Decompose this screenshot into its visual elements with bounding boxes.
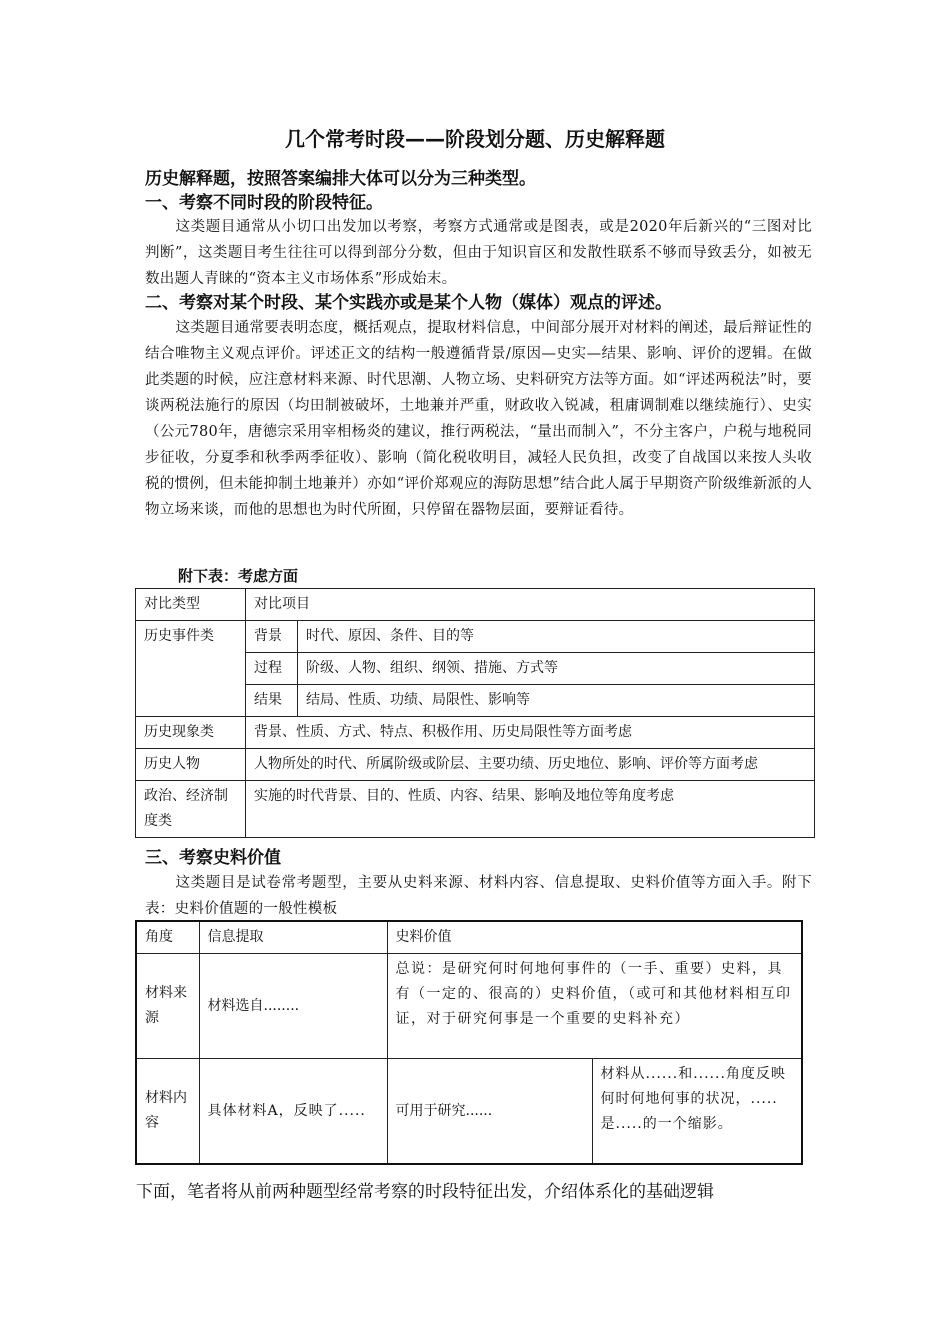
table-cell: 实施的时代背景、目的、性质、内容、结果、影响及地位等角度考虑 [246, 781, 815, 838]
table-row [136, 621, 815, 653]
source-value-table [135, 920, 803, 1165]
table-cell: 材料选自........ [199, 954, 387, 1059]
table-cell: 背景、性质、方式、特点、积极作用、历史局限性等方面考虑 [246, 717, 815, 749]
table-cell: 材料从......和......角度反映何时何地何事的状况，.....是.....的一个缩影。 [592, 1059, 802, 1165]
section3-heading: 三、考察史料价值 [145, 848, 281, 868]
table-cell: 政治、经济制度类 [136, 781, 246, 838]
table-cell: 历史现象类 [136, 717, 246, 749]
intro-line: 历史解释题，按照答案编排大体可以分为三种类型。 [145, 169, 536, 189]
table-cell: 人物所处的时代、所属阶级或阶层、主要功绩、历史地位、影响、评价等方面考虑 [246, 749, 815, 781]
table-cell: 史料价值 [387, 921, 802, 954]
section2-body: 这类题目通常要表明态度，概括观点，提取材料信息，中间部分展开对材料的阐述，最后辩证性的结合唯物主义观点评价。评述正文的结构一般遵循背景/原因—史实—结果、影响、评价的逻辑。在做此类题的时候，应注意材料来源、时代思潮、人物立场、史料研究方法等方面。如“评述两税法”时，要谈两税法施行的原因（均田制被破坏，土地兼并严重，财政收入锐减，租庸调制难以继续施行）、史实（公元780年，唐德宗采用宰相杨炎的建议，推行两税法，“量出而制入”，不分主客户，户税与地税同步征收，分夏季和秋季两季征收）、影响（简化税收明目，减轻人民负担，改变了自战国以来按人头收税的惯例，但未能抑制土地兼并）亦如“评价郑观应的海防思想”结合此人属于早期资产阶级维新派的人物立场来谈，而他的思想也为时代所囿，只停留在器物层面，要辩证看待。 [145, 320, 812, 518]
closing-paragraph: 下面，笔者将从前两种题型经常考察的时段特征出发，介绍体系化的基础逻辑 [136, 1182, 714, 1202]
table-cell: 总说：是研究何时何地何事件的（一手、重要）史料，具有（一定的、很高的）史料价值，（或可和其他材料相互印证，对于研究何事是一个重要的史料补充） [387, 954, 802, 1059]
section3-body: 这类题目是试卷常考题型，主要从史料来源、材料内容、信息提取、史料价值等方面入手。附下表：史料价值题的一般性模板 [145, 875, 812, 917]
table-cell: 材料内容 [136, 1059, 199, 1165]
table-cell: 可用于研究...... [387, 1059, 592, 1165]
table-cell: 过程 [246, 653, 298, 685]
considerations-table [135, 588, 815, 838]
table-row [136, 717, 815, 749]
section1-heading: 一、考察不同时段的阶段特征。 [145, 193, 383, 213]
table-cell: 历史人物 [136, 749, 246, 781]
table-cell: 时代、原因、条件、目的等 [298, 621, 815, 653]
table-row [136, 781, 815, 838]
table-row [136, 954, 802, 1059]
table1-caption: 附下表：考虑方面 [178, 567, 299, 585]
table-row [136, 749, 815, 781]
table-header-row [136, 589, 815, 621]
table-cell: 信息提取 [199, 921, 387, 954]
table-header-row [136, 921, 802, 954]
table-cell: 具体材料A，反映了..... [199, 1059, 387, 1165]
page-title: 几个常考时段——阶段划分题、历史解释题 [285, 127, 665, 151]
table-cell: 角度 [136, 921, 199, 954]
table-cell: 结局、性质、功绩、局限性、影响等 [298, 685, 815, 717]
table-row [136, 1059, 802, 1165]
table-cell: 结果 [246, 685, 298, 717]
table-cell: 阶级、人物、组织、纲领、措施、方式等 [298, 653, 815, 685]
table-cell: 材料来源 [136, 954, 199, 1059]
table-cell: 对比类型 [136, 589, 246, 621]
section2-heading: 二、考察对某个时段、某个实践亦或是某个人物（媒体）观点的评述。 [145, 293, 672, 313]
table-cell: 对比项目 [246, 589, 815, 621]
table-cell: 背景 [246, 621, 298, 653]
section1-body: 这类题目通常从小切口出发加以考察，考察方式通常或是图表，或是2020年后新兴的“三图对比判断”，这类题目考生往往可以得到部分分数，但由于知识盲区和发散性联系不够而导致丢分，如被无数出题人青睐的“资本主义市场体系”形成始末。 [145, 219, 812, 287]
table-cell: 历史事件类 [136, 621, 246, 717]
